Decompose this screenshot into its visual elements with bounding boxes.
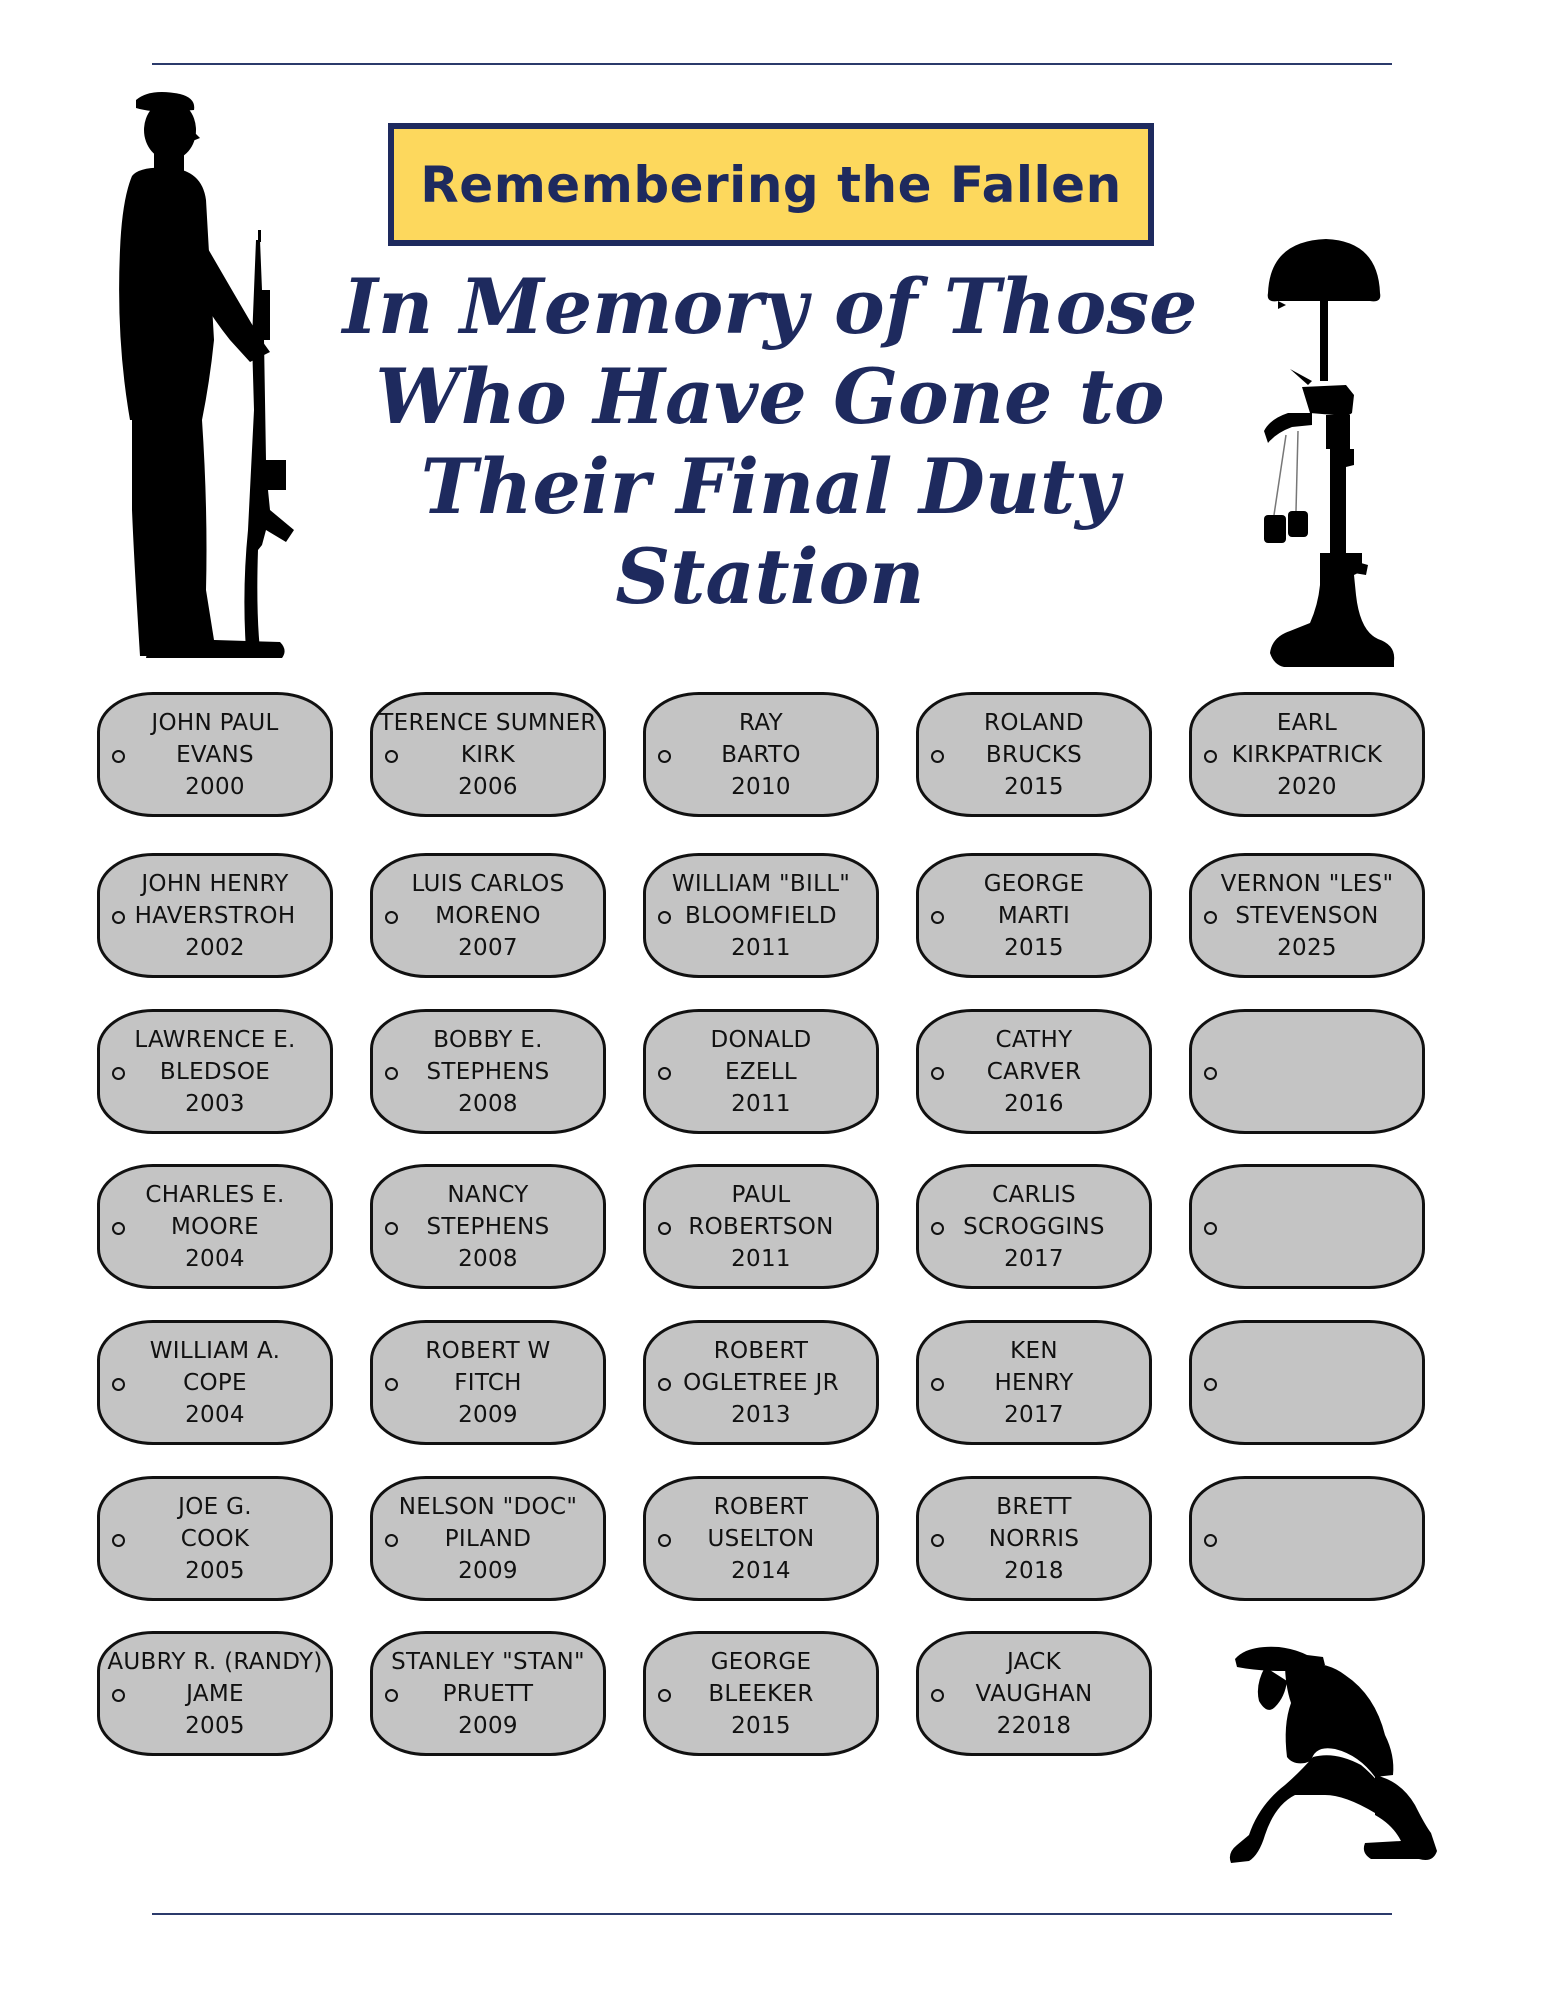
tag-year: 22018 bbox=[996, 1712, 1072, 1739]
dog-tag bbox=[1189, 692, 1425, 817]
dog-tag bbox=[1189, 1476, 1425, 1601]
tag-hole-icon bbox=[385, 911, 398, 924]
tag-year: 2025 bbox=[1277, 934, 1337, 961]
bottom-divider bbox=[152, 1913, 1392, 1915]
tag-name-line1: TERENCE SUMNER bbox=[379, 709, 597, 736]
tag-name-line1: EARL bbox=[1276, 709, 1338, 736]
dog-tag bbox=[916, 1164, 1152, 1289]
tag-name-line2: OGLETREE JR bbox=[683, 1369, 839, 1396]
dog-tag bbox=[916, 1631, 1152, 1756]
dog-tag bbox=[1189, 1320, 1425, 1445]
tag-name-line2: NORRIS bbox=[988, 1525, 1080, 1552]
tag-name-line2: STEPHENS bbox=[426, 1213, 550, 1240]
tag-year: 2010 bbox=[731, 773, 791, 800]
tag-name-line2: SCROGGINS bbox=[963, 1213, 1105, 1240]
dog-tag bbox=[370, 1476, 606, 1601]
tag-year: 2015 bbox=[1004, 773, 1064, 800]
dog-tag bbox=[97, 853, 333, 978]
tag-name-line2: PRUETT bbox=[442, 1680, 534, 1707]
tag-name-line1: GEORGE bbox=[983, 870, 1085, 897]
tag-hole-icon bbox=[931, 1378, 944, 1391]
dog-tag bbox=[643, 1320, 879, 1445]
tag-hole-icon bbox=[658, 1067, 671, 1080]
tag-hole-icon bbox=[1204, 1378, 1217, 1391]
tag-hole-icon bbox=[385, 1222, 398, 1235]
tag-hole-icon bbox=[658, 1222, 671, 1235]
tag-name-line1: DONALD bbox=[710, 1026, 812, 1053]
top-divider bbox=[152, 63, 1392, 65]
tag-name-line2: BLEDSOE bbox=[159, 1058, 271, 1085]
tag-hole-icon bbox=[385, 1067, 398, 1080]
tag-hole-icon bbox=[385, 1689, 398, 1702]
dog-tag bbox=[1189, 1009, 1425, 1134]
tag-name-line2: BLOOMFIELD bbox=[685, 902, 837, 929]
dog-tag bbox=[916, 853, 1152, 978]
heading-line: Station bbox=[615, 532, 925, 621]
tag-hole-icon bbox=[658, 750, 671, 763]
tag-name-line2: HAVERSTROH bbox=[134, 902, 296, 929]
tag-hole-icon bbox=[931, 911, 944, 924]
tag-hole-icon bbox=[931, 1222, 944, 1235]
dog-tag bbox=[370, 1009, 606, 1134]
tag-year: 2003 bbox=[185, 1090, 245, 1117]
dog-tag bbox=[97, 1320, 333, 1445]
tag-year: 2008 bbox=[458, 1090, 518, 1117]
memorial-heading bbox=[330, 262, 1210, 622]
tag-name-line1: CARLIS bbox=[992, 1181, 1076, 1208]
tag-name-line1: JOHN PAUL bbox=[151, 709, 279, 736]
tag-year: 2005 bbox=[185, 1712, 245, 1739]
tag-name-line1: CHARLES E. bbox=[145, 1181, 285, 1208]
tag-name-line1: STANLEY "STAN" bbox=[391, 1648, 585, 1675]
tag-name-line1: ROBERT bbox=[713, 1337, 809, 1364]
tag-year: 2015 bbox=[731, 1712, 791, 1739]
tag-year: 2011 bbox=[731, 1245, 791, 1272]
tag-year: 2015 bbox=[1004, 934, 1064, 961]
tag-name-line2: COPE bbox=[183, 1369, 247, 1396]
tag-name-line1: JACK bbox=[1006, 1648, 1062, 1675]
dog-tag bbox=[97, 1476, 333, 1601]
tag-year: 2011 bbox=[731, 934, 791, 961]
soldier-silhouette-icon bbox=[110, 90, 320, 670]
tag-name-line2: FITCH bbox=[454, 1369, 522, 1396]
tag-hole-icon bbox=[112, 1222, 125, 1235]
dog-tag bbox=[97, 1631, 333, 1756]
dog-tag bbox=[643, 1164, 879, 1289]
dog-tag bbox=[370, 692, 606, 817]
tag-name-line2: VAUGHAN bbox=[975, 1680, 1093, 1707]
tag-name-line2: HENRY bbox=[994, 1369, 1074, 1396]
tag-name-line1: KEN bbox=[1010, 1337, 1058, 1364]
dog-tag bbox=[97, 1009, 333, 1134]
tag-name-line2: MARTI bbox=[997, 902, 1071, 929]
tag-hole-icon bbox=[112, 1378, 125, 1391]
tag-hole-icon bbox=[1204, 911, 1217, 924]
tag-name-line2: CARVER bbox=[986, 1058, 1082, 1085]
tag-year: 2005 bbox=[185, 1557, 245, 1584]
tag-name-line2: MOORE bbox=[170, 1213, 260, 1240]
tag-year: 2008 bbox=[458, 1245, 518, 1272]
tag-year: 2007 bbox=[458, 934, 518, 961]
tag-year: 2013 bbox=[731, 1401, 791, 1428]
tag-year: 2009 bbox=[458, 1557, 518, 1584]
tag-hole-icon bbox=[112, 1534, 125, 1547]
dog-tag bbox=[643, 1631, 879, 1756]
tag-year: 2002 bbox=[185, 934, 245, 961]
tag-hole-icon bbox=[112, 750, 125, 763]
tag-name-line1: JOE G. bbox=[178, 1493, 252, 1520]
tag-name-line1: NELSON "DOC" bbox=[398, 1493, 578, 1520]
tag-name-line2: COOK bbox=[180, 1525, 250, 1552]
tag-name-line2: KIRK bbox=[460, 741, 516, 768]
tag-hole-icon bbox=[112, 911, 125, 924]
tag-hole-icon bbox=[931, 750, 944, 763]
tag-name-line1: BRETT bbox=[996, 1493, 1072, 1520]
tag-name-line2: JAME bbox=[186, 1680, 244, 1707]
tag-hole-icon bbox=[931, 1067, 944, 1080]
tag-name-line2: USELTON bbox=[707, 1525, 815, 1552]
dog-tag bbox=[643, 853, 879, 978]
tag-name-line1: AUBRY R. (RANDY) bbox=[107, 1648, 323, 1675]
tag-name-line1: NANCY bbox=[447, 1181, 529, 1208]
tag-year: 2000 bbox=[185, 773, 245, 800]
tag-name-line2: KIRKPATRICK bbox=[1231, 741, 1383, 768]
tag-name-line1: GEORGE bbox=[710, 1648, 812, 1675]
tag-name-line2: STEVENSON bbox=[1235, 902, 1379, 929]
dog-tag bbox=[370, 1631, 606, 1756]
dog-tag bbox=[916, 692, 1152, 817]
tag-hole-icon bbox=[1204, 750, 1217, 763]
tag-name-line1: VERNON "LES" bbox=[1220, 870, 1394, 897]
dog-tag bbox=[97, 692, 333, 817]
dog-tag bbox=[916, 1476, 1152, 1601]
tag-name-line1: ROBERT W bbox=[425, 1337, 551, 1364]
tag-name-line2: ROBERTSON bbox=[688, 1213, 834, 1240]
heading-line: Their Final Duty bbox=[420, 442, 1120, 531]
tag-year: 2006 bbox=[458, 773, 518, 800]
dog-tag bbox=[370, 1164, 606, 1289]
tag-hole-icon bbox=[385, 1534, 398, 1547]
tag-name-line1: WILLIAM A. bbox=[149, 1337, 281, 1364]
tag-year: 2020 bbox=[1277, 773, 1337, 800]
tag-name-line1: BOBBY E. bbox=[433, 1026, 543, 1053]
tag-year: 2004 bbox=[185, 1245, 245, 1272]
tag-year: 2017 bbox=[1004, 1245, 1064, 1272]
dog-tag bbox=[370, 1320, 606, 1445]
heading-line: In Memory of Those bbox=[342, 262, 1198, 351]
tag-name-line1: JOHN HENRY bbox=[141, 870, 289, 897]
tag-hole-icon bbox=[112, 1067, 125, 1080]
heading-line: Who Have Gone to bbox=[375, 352, 1165, 441]
tag-hole-icon bbox=[1204, 1067, 1217, 1080]
dog-tag bbox=[916, 1320, 1152, 1445]
dog-tag bbox=[916, 1009, 1152, 1134]
tag-name-line1: PAUL bbox=[731, 1181, 791, 1208]
tag-year: 2016 bbox=[1004, 1090, 1064, 1117]
tag-name-line2: BRUCKS bbox=[985, 741, 1083, 768]
dog-tag bbox=[370, 853, 606, 978]
dog-tag-grid bbox=[97, 692, 1447, 1772]
tag-hole-icon bbox=[658, 1534, 671, 1547]
tag-name-line1: LUIS CARLOS bbox=[411, 870, 565, 897]
dog-tag bbox=[643, 1476, 879, 1601]
tag-year: 2018 bbox=[1004, 1557, 1064, 1584]
tag-name-line1: ROBERT bbox=[713, 1493, 809, 1520]
tag-year: 2009 bbox=[458, 1712, 518, 1739]
tag-hole-icon bbox=[1204, 1222, 1217, 1235]
tag-hole-icon bbox=[1204, 1534, 1217, 1547]
tag-hole-icon bbox=[658, 911, 671, 924]
tag-hole-icon bbox=[112, 1689, 125, 1702]
battle-cross-icon bbox=[1250, 235, 1410, 670]
dog-tag bbox=[1189, 1164, 1425, 1289]
tag-name-line2: EVANS bbox=[176, 741, 254, 768]
tag-name-line2: EZELL bbox=[725, 1058, 797, 1085]
tag-name-line1: CATHY bbox=[995, 1026, 1073, 1053]
dog-tag bbox=[643, 692, 879, 817]
tag-hole-icon bbox=[658, 1689, 671, 1702]
dog-tag bbox=[1189, 853, 1425, 978]
tag-hole-icon bbox=[658, 1378, 671, 1391]
banner-title: Remembering the Fallen bbox=[420, 155, 1122, 214]
tag-name-line1: WILLIAM "BILL" bbox=[671, 870, 851, 897]
tag-name-line2: MORENO bbox=[435, 902, 541, 929]
tag-hole-icon bbox=[385, 1378, 398, 1391]
title-banner bbox=[388, 123, 1154, 246]
tag-year: 2017 bbox=[1004, 1401, 1064, 1428]
tag-name-line1: ROLAND bbox=[984, 709, 1084, 736]
tag-name-line1: RAY bbox=[739, 709, 783, 736]
dog-tag bbox=[97, 1164, 333, 1289]
tag-hole-icon bbox=[385, 750, 398, 763]
tag-year: 2014 bbox=[731, 1557, 791, 1584]
dog-tag bbox=[643, 1009, 879, 1134]
tag-year: 2011 bbox=[731, 1090, 791, 1117]
tag-name-line2: BLEEKER bbox=[708, 1680, 814, 1707]
tag-name-line2: PILAND bbox=[444, 1525, 532, 1552]
tag-hole-icon bbox=[931, 1689, 944, 1702]
tag-year: 2004 bbox=[185, 1401, 245, 1428]
tag-name-line1: LAWRENCE E. bbox=[134, 1026, 296, 1053]
tag-year: 2009 bbox=[458, 1401, 518, 1428]
tag-name-line2: BARTO bbox=[721, 741, 801, 768]
tag-hole-icon bbox=[931, 1534, 944, 1547]
tag-name-line2: STEPHENS bbox=[426, 1058, 550, 1085]
